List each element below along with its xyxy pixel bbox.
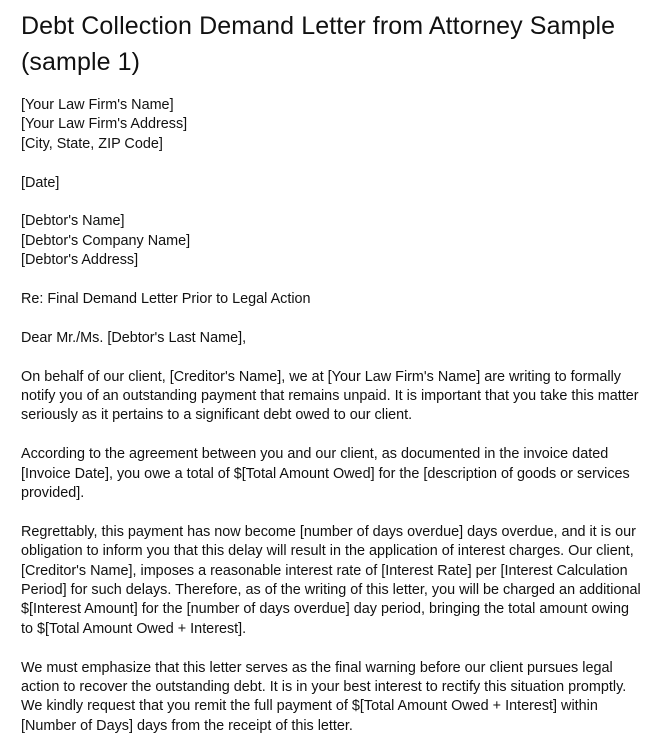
body-paragraph-1: On behalf of our client, [Creditor's Name], we at [Your Law Firm's Name] are writing to formally notify you of an outstanding payment that remains unpaid. It is important that you take this matter seriously as it pertains to a significant debt owed to our client.: [21, 368, 639, 424]
page-title: Debt Collection Demand Letter from Attorney Sample (sample 1): [21, 12, 616, 76]
sender-firm-name: [Your Law Firm's Name]: [21, 97, 174, 113]
letter-date: [Date]: [21, 174, 60, 191]
subject-line: [21, 290, 643, 309]
body-paragraph-2: According to the agreement between you and our client, as documented in the invoice dated [Invoice Date], you owe a total of $[Total Amount Owed] for the [description of goods or services provided].: [21, 446, 630, 502]
body-paragraph-4: We must emphasize that this letter serves as the final warning before our client pursues legal action to recover the outstanding debt. It is in your best interest to rectify this situation promptly. We kindly request that you remit the full payment of $[Total Amount Owed + Interest] within [Number of Days] days from the receipt of this letter.: [21, 659, 627, 734]
recipient-address-block: [21, 212, 643, 270]
letter-body: [21, 96, 643, 736]
sender-firm-address: [Your Law Firm's Address]: [21, 116, 188, 133]
sender-city-state-zip: [City, State, ZIP Code]: [21, 135, 163, 152]
body-paragraph-3: Regrettably, this payment has now become [number of days overdue] days overdue, and it is our obligation to inform you that this delay will result in the application of interest charges. Our client, [Creditor's Name], imposes a reasonable interest rate of [Interest Rate] per [Interest Calculation Period] for such delays. Therefore, as of the writing of this letter, you will be charged an additional $[Interest Amount] for the [number of days overdue] day period, bringing the total amount owing to $[Total Amount Owed + Interest].: [21, 523, 641, 637]
date-block: [21, 174, 643, 193]
salutation-text: Dear Mr./Ms. [Debtor's Last Name],: [21, 329, 247, 346]
recipient-name: [Debtor's Name]: [21, 213, 125, 230]
recipient-company: [Debtor's Company Name]: [21, 232, 191, 249]
subject-text: Re: Final Demand Letter Prior to Legal Action: [21, 291, 311, 308]
salutation: [21, 329, 643, 348]
recipient-address: [Debtor's Address]: [21, 252, 139, 269]
sender-address-block: [21, 96, 643, 154]
